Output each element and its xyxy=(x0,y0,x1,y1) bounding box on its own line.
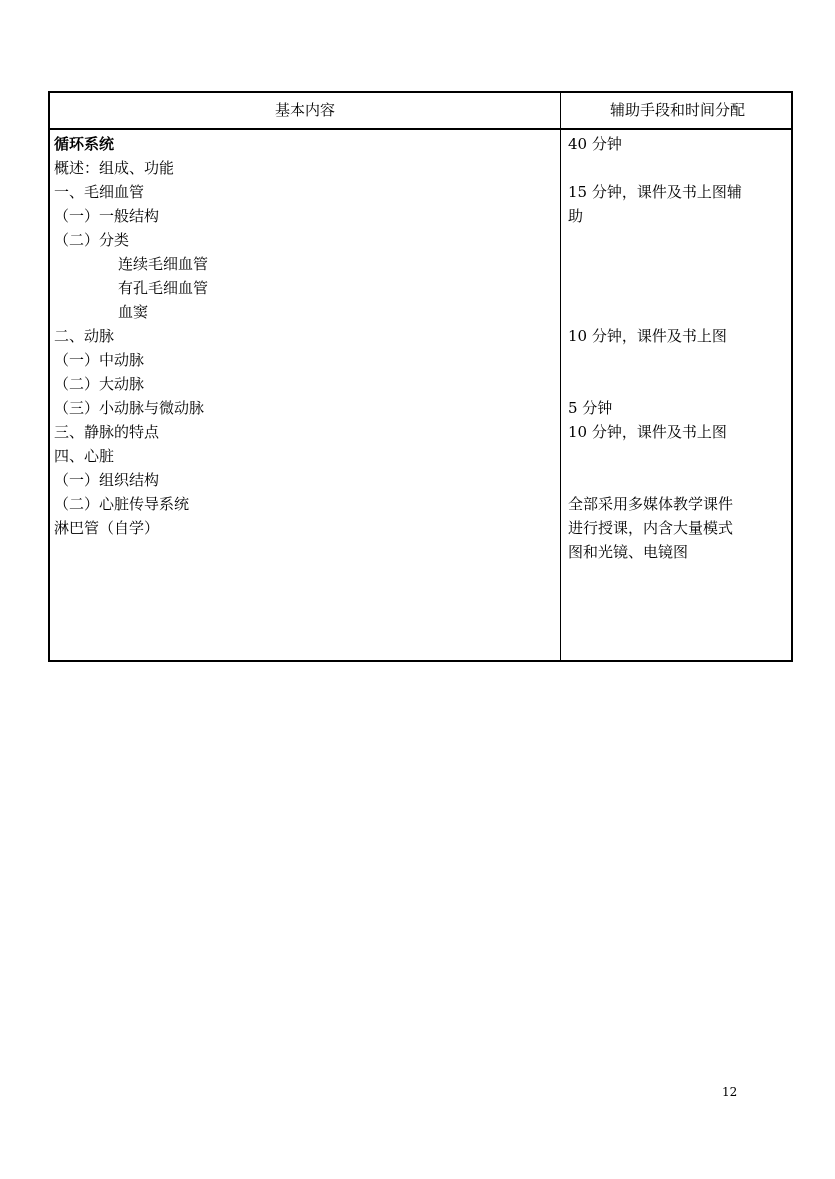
aux-line: 进行授课，内含大量模式 xyxy=(568,519,734,537)
aux-line xyxy=(568,300,788,324)
content-line: 一、毛细血管 xyxy=(54,183,145,201)
header-content-column: 基本内容 xyxy=(274,101,335,119)
content-line: 连续毛细血管 xyxy=(118,255,209,273)
aux-line xyxy=(568,468,788,492)
content-line: 血窦 xyxy=(118,303,149,321)
aux-line xyxy=(568,372,788,396)
page-number: 12 xyxy=(722,1085,738,1099)
aux-line xyxy=(568,444,788,468)
aux-column xyxy=(568,132,788,564)
content-line: （一）中动脉 xyxy=(54,351,145,369)
aux-line: 全部采用多媒体教学课件 xyxy=(568,495,734,513)
content-line: 淋巴管（自学） xyxy=(54,519,160,537)
content-line: 三、静脉的特点 xyxy=(54,423,160,441)
content-column xyxy=(54,132,554,540)
content-line: （二）大动脉 xyxy=(54,375,145,393)
content-line: 有孔毛细血管 xyxy=(118,279,209,297)
header-aux-column: 辅助手段和时间分配 xyxy=(609,101,745,119)
aux-line: 40 分钟 xyxy=(568,135,622,153)
content-line: 概述：组成、功能 xyxy=(54,159,175,177)
content-line: 二、动脉 xyxy=(54,327,115,345)
content-line: （三）小动脉与微动脉 xyxy=(54,399,205,417)
aux-line: 图和光镜、电镜图 xyxy=(568,543,689,561)
aux-line: 10 分钟，课件及书上图 xyxy=(568,423,727,441)
lesson-plan-table xyxy=(48,91,793,662)
content-line: 四、心脏 xyxy=(54,447,115,465)
aux-line xyxy=(568,348,788,372)
aux-line: 15 分钟，课件及书上图辅 xyxy=(568,183,742,201)
content-line: （二）心脏传导系统 xyxy=(54,495,190,513)
section-title: 循环系统 xyxy=(54,135,115,153)
aux-line xyxy=(568,156,788,180)
column-divider xyxy=(560,93,561,660)
content-line: （一）一般结构 xyxy=(54,207,160,225)
aux-line: 助 xyxy=(568,207,584,225)
aux-line: 5 分钟 xyxy=(568,399,613,417)
aux-line xyxy=(568,228,788,252)
content-line: （一）组织结构 xyxy=(54,471,160,489)
table-header-row xyxy=(50,93,791,130)
aux-line xyxy=(568,252,788,276)
aux-line: 10 分钟，课件及书上图 xyxy=(568,327,727,345)
aux-line xyxy=(568,276,788,300)
content-line: （二）分类 xyxy=(54,231,130,249)
